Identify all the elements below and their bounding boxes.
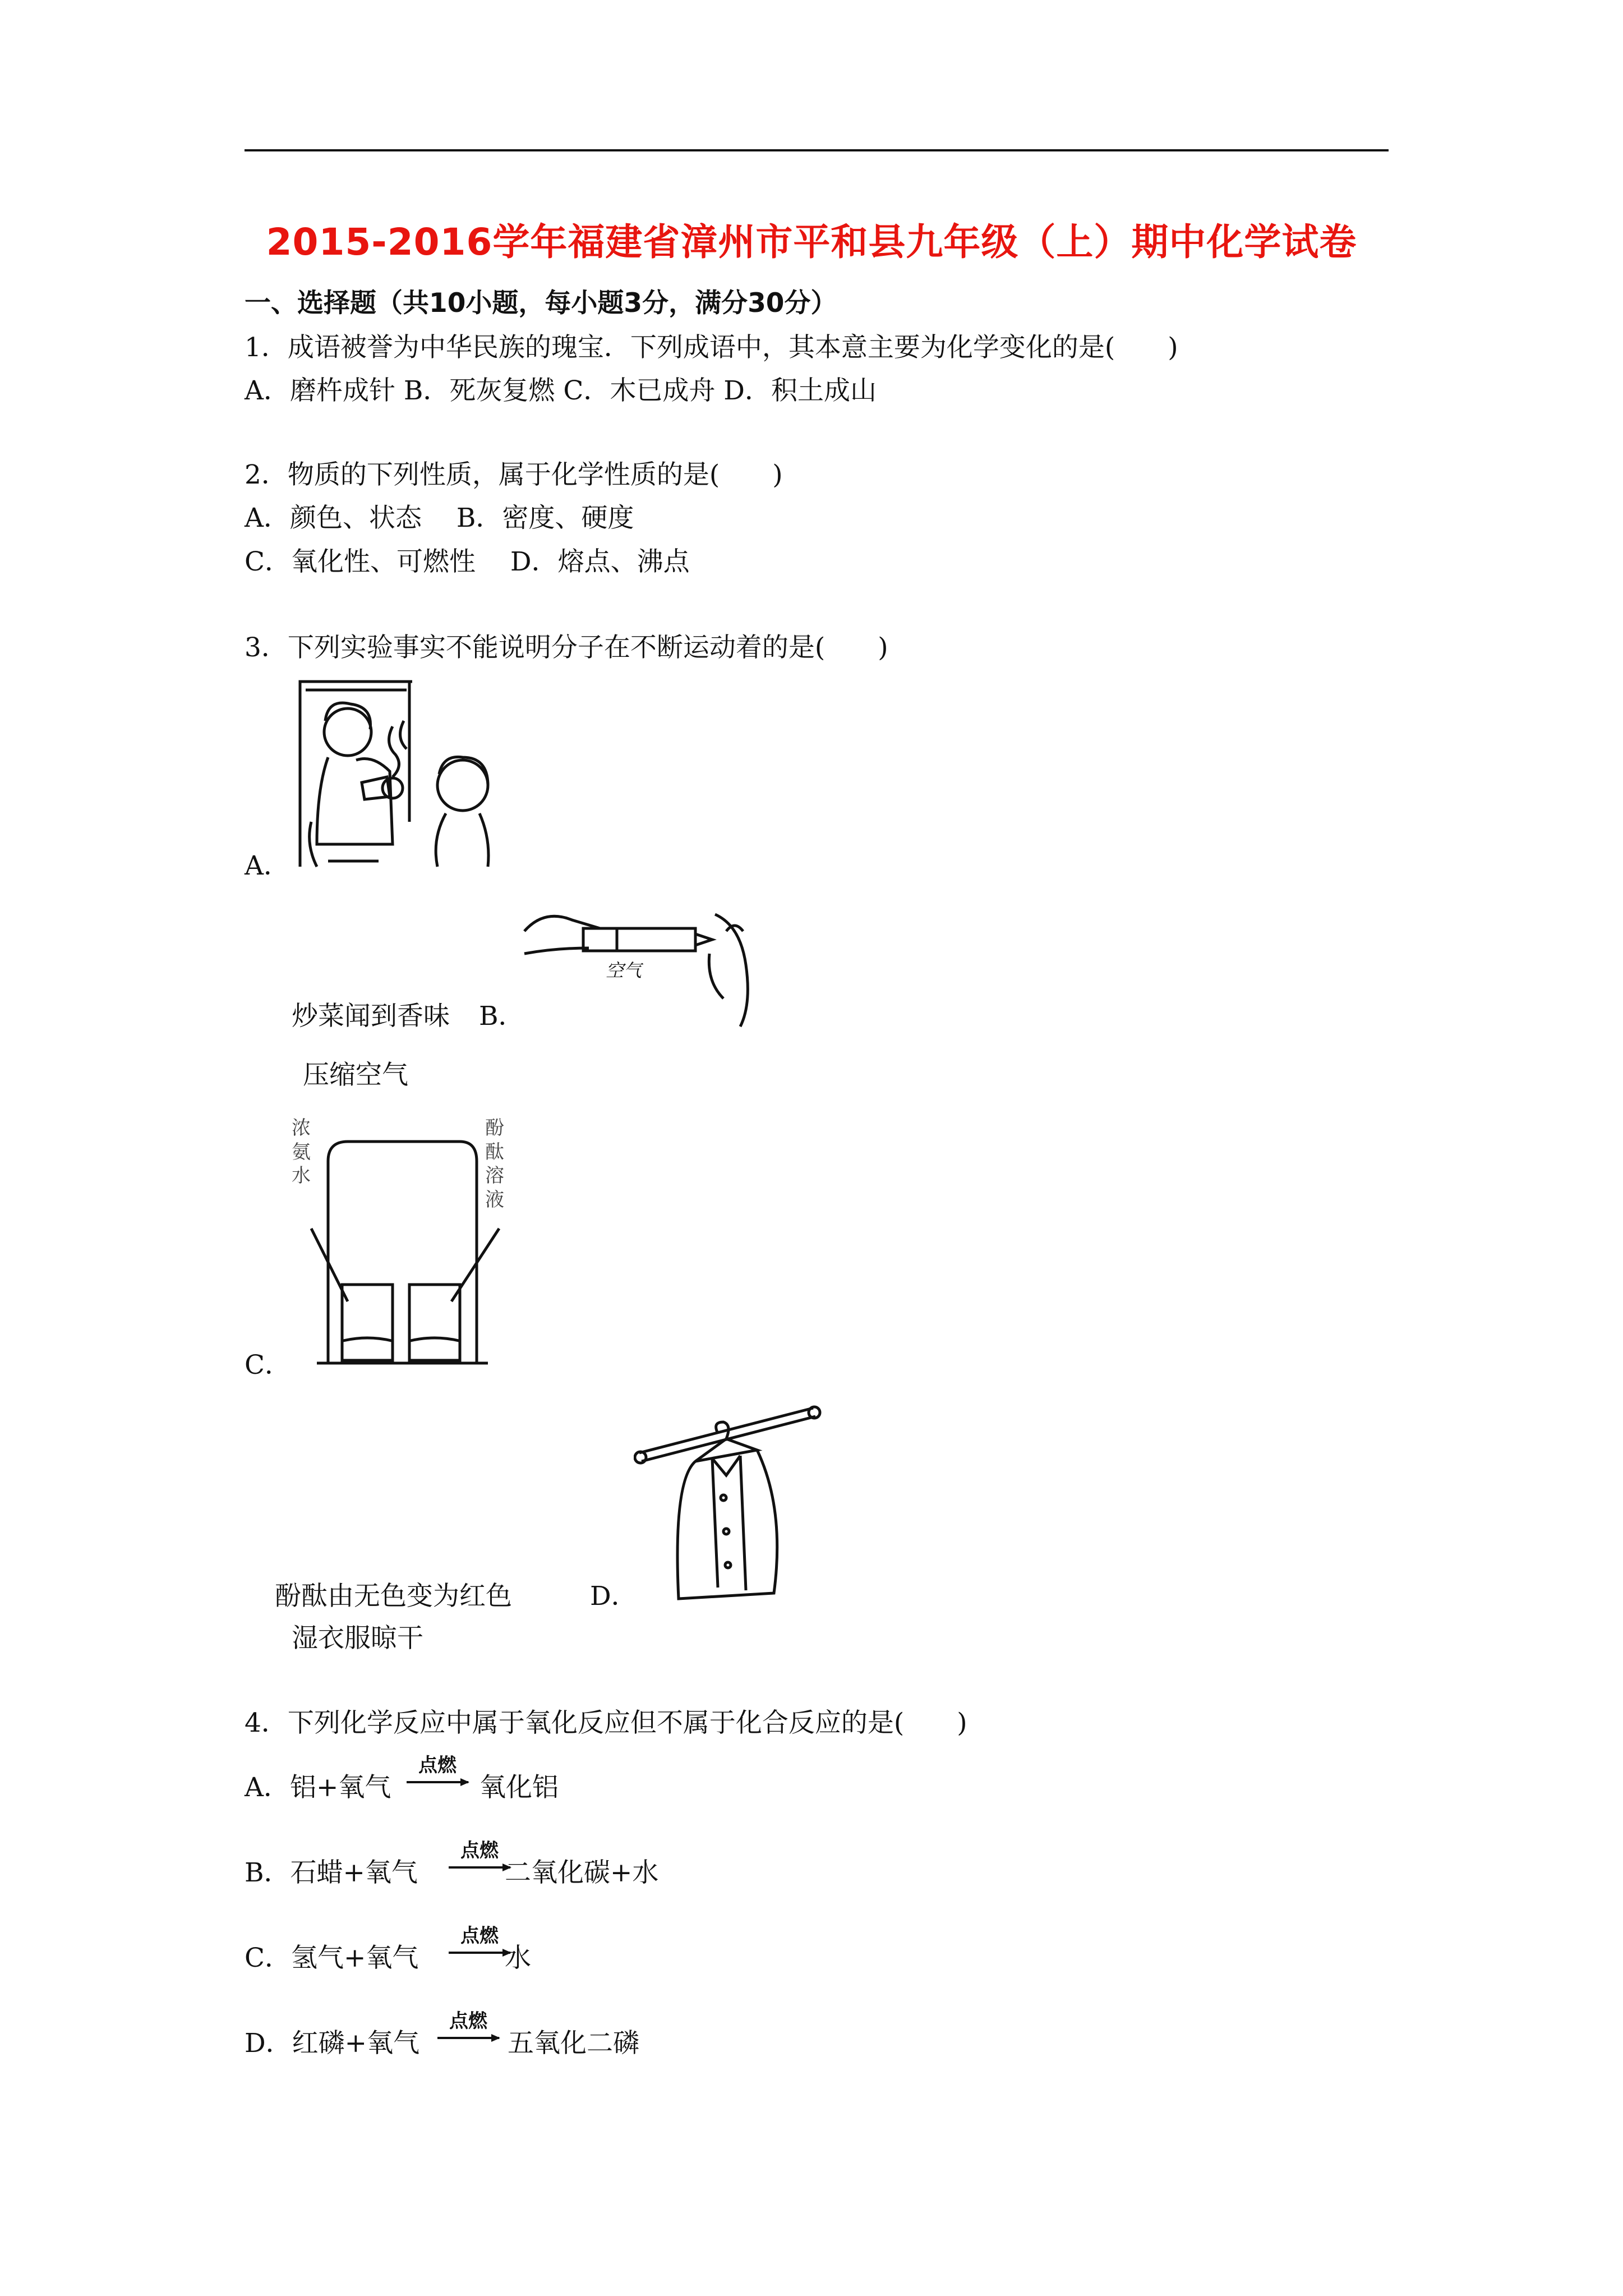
q4-option-a-product: 氧化铝 [479, 1772, 559, 1803]
q3-option-a-caption: 炒菜闻到香味 [292, 1001, 450, 1032]
q4-option-b-condition: 点燃 [460, 1839, 499, 1862]
q4-option-a-condition: 点燃 [418, 1754, 457, 1777]
syringe-air-label: 空气 [606, 960, 642, 981]
q4-option-c-reactants: C．氢气+氧气 [245, 1943, 419, 1973]
q3-option-d-letter: D． [590, 1581, 638, 1612]
ammonia-label: 浓氨水 [292, 1117, 311, 1187]
page-title: 2015-2016学年福建省漳州市平和县九年级（上）期中化学试卷 [266, 220, 1357, 264]
q4-option-a-arrow [407, 1781, 468, 1783]
q4-option-d-condition: 点燃 [449, 2010, 487, 2032]
q3-stem: 3．下列实验事实不能说明分子在不断运动着的是( ) [245, 632, 888, 663]
q1-stem: 1．成语被誉为中华民族的瑰宝．下列成语中，其本意主要为化学变化的是( ) [245, 332, 1178, 363]
ammonia-phenolphthalein-figure [292, 1116, 527, 1369]
q3-option-c-letter: C． [245, 1350, 291, 1381]
section-heading: 一、选择题（共10小题，每小题3分，满分30分） [245, 288, 837, 319]
q2-options-row1: A．颜色、状态 B．密度、硬度 [245, 503, 634, 533]
q3-option-c-caption: 酚酞由无色变为红色 [275, 1581, 512, 1612]
q4-option-b-arrow [449, 1866, 510, 1869]
syringe-figure [522, 898, 757, 1029]
q3-option-b-caption: 压缩空气 [303, 1060, 408, 1091]
q4-option-d-product: 五氧化二磷 [508, 2028, 639, 2059]
q3-option-a-letter: A． [245, 850, 290, 881]
q4-stem: 4．下列化学反应中属于氧化反应但不属于化合反应的是( ) [245, 1708, 967, 1738]
q3-option-b-letter: B． [479, 1001, 525, 1032]
q3-option-d-caption: 湿衣服晾干 [292, 1623, 423, 1654]
q1-options: A．磨杵成针 B．死灰复燃 C．木已成舟 D．积土成山 [245, 375, 877, 406]
drying-clothes-figure [634, 1397, 822, 1610]
q2-options-row2: C．氧化性、可燃性 D．熔点、沸点 [245, 546, 690, 577]
phenolphthalein-label: 酚酞溶液 [485, 1117, 504, 1211]
q4-option-d-arrow [437, 2037, 499, 2039]
cooking-smell-figure [294, 676, 496, 869]
q4-option-a-reactants: A．铝+氧气 [245, 1772, 391, 1803]
q2-stem: 2．物质的下列性质，属于化学性质的是( ) [245, 459, 783, 490]
q4-option-c-product: 水 [505, 1943, 531, 1973]
q4-option-b-reactants: B．石蜡+氧气 [245, 1857, 418, 1888]
q4-option-b-products: 二氧化碳+水 [505, 1857, 659, 1888]
q4-option-d-reactants: D．红磷+氧气 [245, 2028, 420, 2059]
q4-option-c-condition: 点燃 [460, 1925, 499, 1947]
header-rule [245, 149, 1389, 151]
q4-option-c-arrow [449, 1952, 510, 1954]
